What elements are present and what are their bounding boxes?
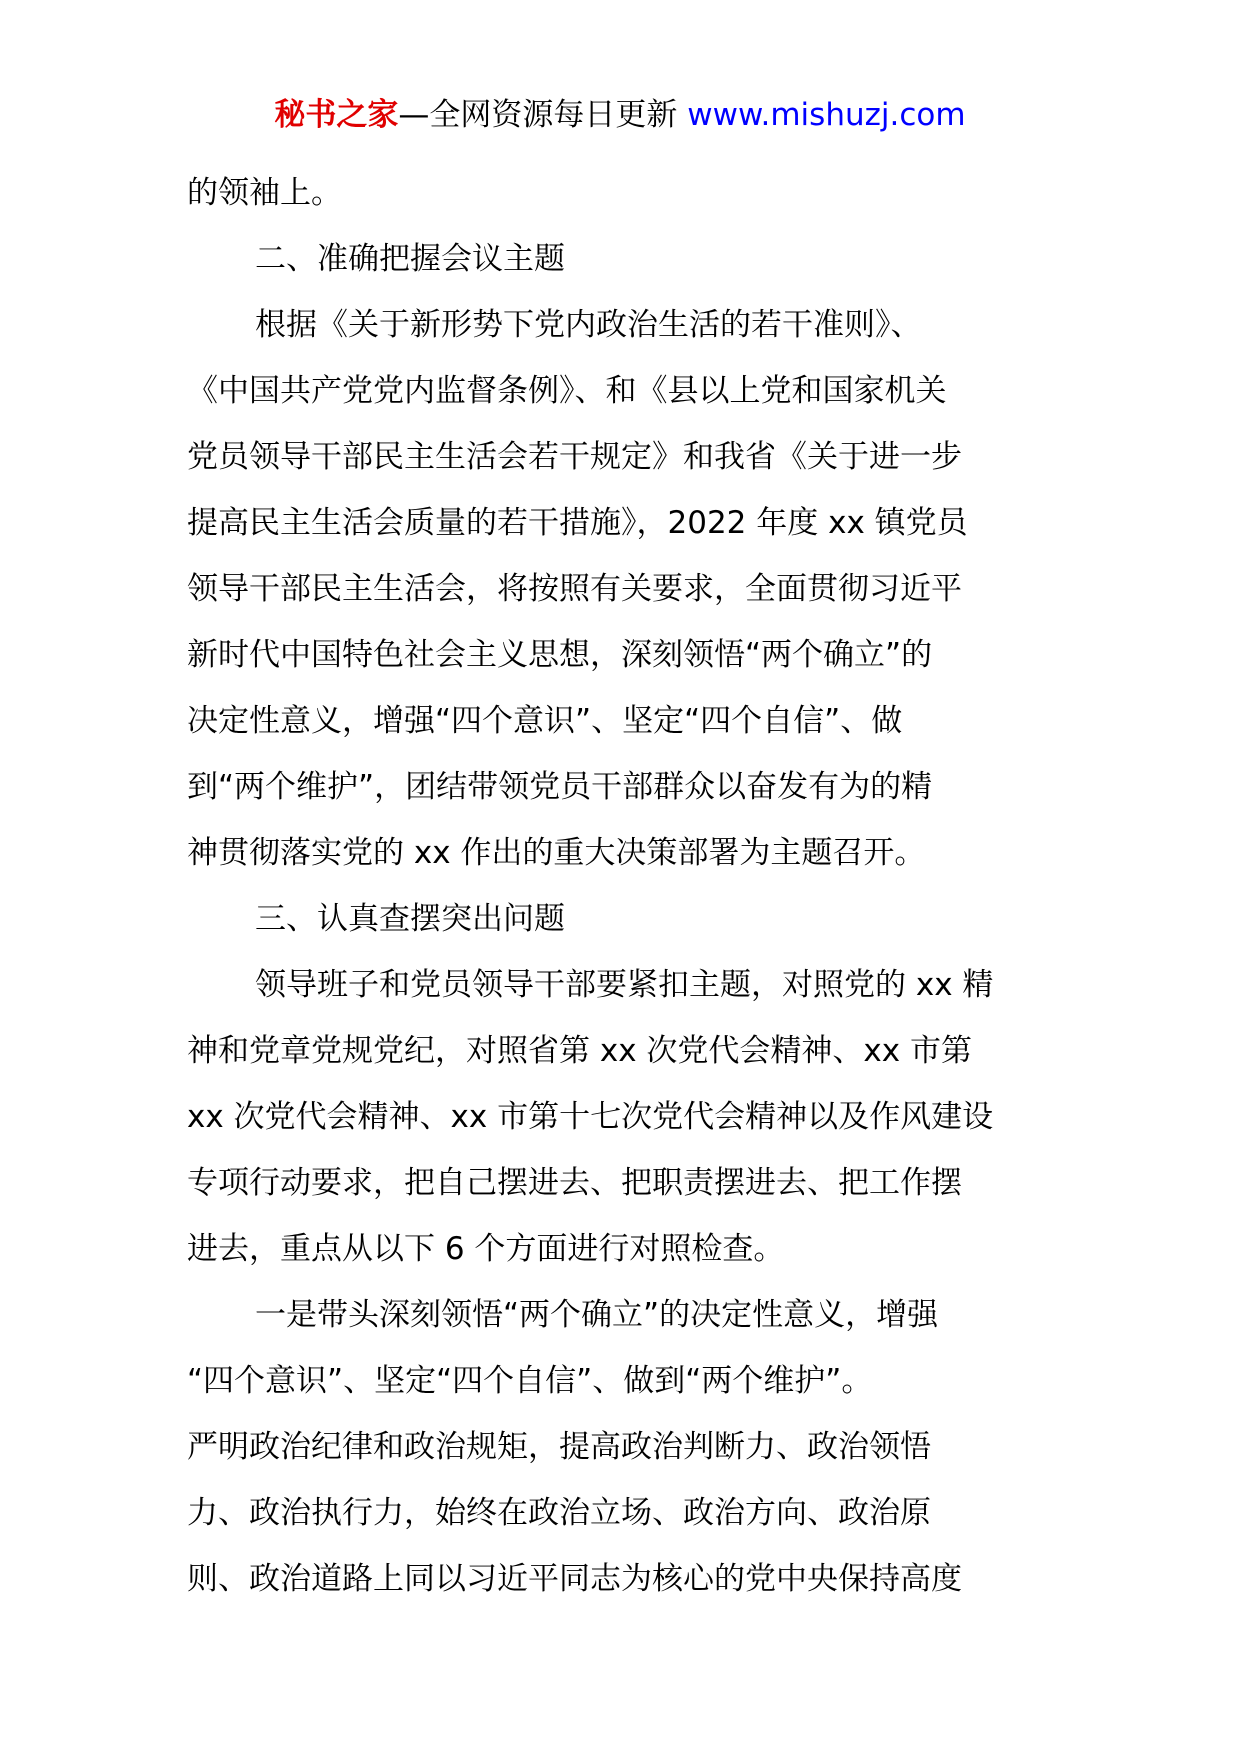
body-line: 提高民主生活会质量的若干措施》，2022 年度 xx 镇党员 [187, 505, 968, 541]
body-line: “四个意识”、坚定“四个自信”、做到“两个维护”。 [187, 1363, 873, 1399]
header-tagline: —全网资源每日更新 [398, 97, 688, 133]
paragraph-first-line: 一是带头深刻领悟“两个确立”的决定性意义，增强 [255, 1297, 939, 1333]
body-line: 决定性意义，增强“四个意识”、坚定“四个自信”、做 [187, 703, 903, 739]
document-body [187, 160, 1057, 1612]
body-line: 神和党章党规党纪，对照省第 xx 次党代会精神、xx 市第 [187, 1033, 972, 1069]
body-line: 进去，重点从以下 6 个方面进行对照检查。 [187, 1231, 785, 1267]
body-line: 党员领导干部民主生活会若干规定》和我省《关于进一步 [187, 439, 962, 475]
body-line: 领导干部民主生活会，将按照有关要求，全面贯彻习近平 [187, 571, 962, 607]
header-url-link[interactable]: www.mishuzj.com [687, 97, 966, 133]
body-line: 严明政治纪律和政治规矩，提高政治判断力、政治领悟 [187, 1429, 931, 1465]
body-line: 新时代中国特色社会主义思想，深刻领悟“两个确立”的 [187, 637, 933, 673]
body-line: 《中国共产党党内监督条例》、和《县以上党和国家机关 [187, 373, 947, 409]
section-heading: 三、认真查摆突出问题 [255, 901, 565, 937]
body-line: 则、政治道路上同以习近平同志为核心的党中央保持高度 [187, 1561, 962, 1597]
page-header [0, 95, 1240, 135]
body-line: 神贯彻落实党的 xx 作出的重大决策部署为主题召开。 [187, 835, 926, 871]
body-line: xx 次党代会精神、xx 市第十七次党代会精神以及作风建设 [187, 1099, 994, 1135]
body-line: 力、政治执行力，始终在政治立场、政治方向、政治原 [187, 1495, 931, 1531]
paragraph-first-line: 领导班子和党员领导干部要紧扣主题，对照党的 xx 精 [255, 967, 994, 1003]
paragraph-first-line: 根据《关于新形势下党内政治生活的若干准则》、 [255, 307, 922, 343]
header-brand: 秘书之家 [274, 97, 399, 133]
body-line: 专项行动要求，把自己摆进去、把职责摆进去、把工作摆 [187, 1165, 962, 1201]
body-line: 的领袖上。 [187, 175, 342, 211]
section-heading: 二、准确把握会议主题 [255, 241, 565, 277]
body-line: 到“两个维护”，团结带领党员干部群众以奋发有为的精 [187, 769, 933, 805]
